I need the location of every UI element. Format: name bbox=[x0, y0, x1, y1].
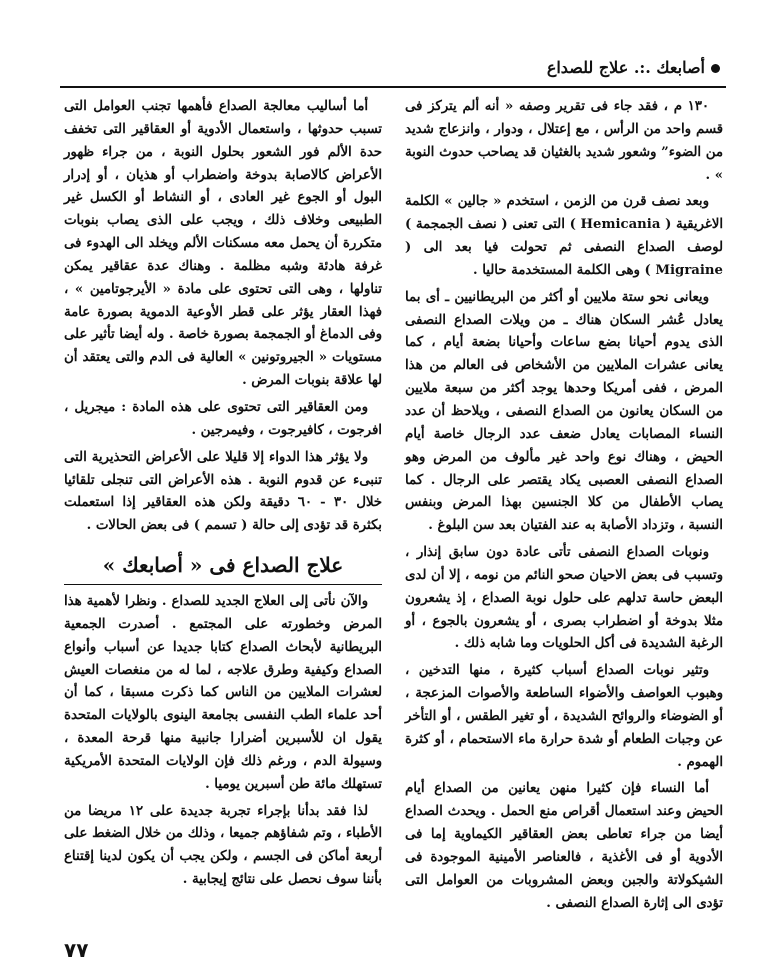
paragraph: وبعد نصف قرن من الزمن ، استخدم « جالين » الكلمة الاغريقية ( Hemicania ) التى تعنى ( نصف الجمجمة ) لوصف الصداع النصفى ثم تحولت فيا بعد الى ( Migraine ) وهى الكلمة المستخدمة حاليا . bbox=[405, 194, 723, 278]
running-header bbox=[60, 58, 720, 80]
paragraph: أما أساليب معالجة الصداع فأهمها تجنب العوامل التى تسبب حدوثها ، واستعمال الأدوية أو العقاقير التى تخفف حدة الألم فور الشعور بحلول النوبة ، من جراء ظهور الأعراض كالاصابة بدوخة واضطراب أو هذيان ، أو إدرار البول أو الجوع غير العادى ، أو النشاط أو الكسل غير الطبيعى وخلاف ذلك ، ويجب على الذى يصاب بنوبات متكررة أن يحمل معه مسكنات الألم ويخلد الى الهدوء فى غرفة هادئة وشبه مظلمة . وهناك عدة عقاقير يمكن تناولها ، وهى التى تحتوى على مادة « الأيرجوتامين » ، فهذا العقار يؤثر على قطر الأوعية الدموية بصورة عامة وفى الدماغ أو الجمجمة بصورة خاصة . وله أيضا تأثير على مستويات « الجيروتونين » العالية فى الدم والتى يعتقد أن لها علاقة بنوبات المرض . bbox=[64, 99, 382, 389]
paragraph: ومن العقاقير التى تحتوى على هذه المادة : ميجريل ، افرجوت ، كافيرجوت ، وفيمرجين . bbox=[64, 399, 382, 438]
paragraph: ويعانى نحو ستة ملايين أو أكثر من البريطانيين ـ أى بما يعادل عُشر السكان هناك ـ من ويلات الصداع النصفى الذى يدوم أحيانا بضع ساعات وأحيانا بضعة أيام ، كما يعانى عشرات الملايين من الأشخاص فى العالم من هذا المرض ، ففى أمريكا وحدها يوجد أكثر من سبعة ملايين من السكان يعانون من الصداع النصفى ، ويلاحظ أن عدد النساء المصابات يعادل ضعف عدد الرجال خاصة أيام الحيض ، وهناك نوع واحد غير مألوف من المرض وهو الصداع النصفى العصبى يكاد يقتصر على الرجال . كما يصاب الأطفال من كلا الجنسين بهذا المرض وبنفس النسبة ، وتزداد الأصابة به عند الفتيان بعد سن البلوغ . bbox=[405, 289, 723, 534]
paragraph: ولا يؤثر هذا الدواء إلا قليلا على الأعراض التحذيرية التى تنبىء عن قدوم النوبة . هذه الأعراض التى تنجلى تلقائيا خلال ٣٠ - ٦٠ دقيقة ولكن هذه العقاقير إذا استعملت بكثرة قد تؤدى إلى حالة ( تسمم ) فى بعض الحالات . bbox=[64, 449, 382, 534]
paragraph: والآن نأتى إلى العلاج الجديد للصداع . ونظرا لأهمية هذا المرض وخطورته على المجتمع . أصدرت الجمعية البريطانية لأبحاث الصداع كتابا جديدا عن أسباب وأنواع الصداع وكيفية وطرق علاجه ، لما له من منغصات العيش لعشرات الملايين من الناس كما ذكرت مسبقا ، كما أن أحد علماء الطب النفسى بجامعة الينوى بالولايات المتحدة يقول ان للأسبرين أضرارا جانبية منها قرحة المعدة ، وسيولة الدم ، ورغم ذلك فإن الولايات المتحدة الأمريكية تستهلك مائة طن أسبرين يوميا . bbox=[64, 594, 382, 792]
header-divider bbox=[60, 86, 726, 88]
left-text-column bbox=[64, 96, 382, 896]
page-number: ٧٧ bbox=[64, 938, 89, 962]
right-text-column bbox=[405, 96, 723, 920]
header-title-text: أصابعك .:. علاج للصداع bbox=[546, 58, 705, 77]
paragraph: لذا فقد بدأنا بإجراء تجربة جديدة على ١٢ مريضا من الأطباء ، وتم شفاؤهم جميعا ، وذلك من خلال الضغط على أربعة أماكن فى الجسم ، ولكن يجب أن يكون لدينا إقتناع بأننا سوف نحصل على نتائج إيجابية . bbox=[64, 803, 382, 888]
paragraph: أما النساء فإن كثيرا منهن يعانين من الصداع أيام الحيض وعند استعمال أقراص منع الحمل . ويحدث الصداع أيضا من جراء تعاطى بعض العقاقير الكيماوية إما فى الأدوية أو فى الأغذية ، فالعناصر الأمينية الموجودة فى الشيكولاتة والجبن وبعض المشروبات من العوامل التى تؤدى الى إثارة الصداع النصفى . bbox=[405, 781, 723, 911]
paragraph: ونوبات الصداع النصفى تأتى عادة دون سابق إنذار ، وتسبب فى بعض الاحيان صحو النائم من نومه ، إلا أن لدى البعض حاسة تدلهم على حلول نوبة الصداع ، إذ يشعرون مثلا بدوخة أو اضطراب بصرى ، أو يشعرون بالجوع ، أو الرغبة الشديدة فى أكل الحلويات وما شابه ذلك . bbox=[405, 545, 723, 652]
section-heading: علاج الصداع فى « أصابعك » bbox=[102, 553, 344, 578]
paragraph: ١٣٠ م ، فقد جاء فى تقرير وصفه « أنه ألم يتركز فى قسم واحد من الرأس ، مع إعتلال ، ودوار ، وانزعاج شديد من الضوء” وشعور شديد بالغثيان قد يصاحب حدوث النوبة » . bbox=[405, 99, 723, 183]
running-header-title bbox=[547, 58, 720, 77]
bullet-icon bbox=[711, 64, 720, 73]
paragraph: وتثير نوبات الصداع أسباب كثيرة ، منها التدخين ، وهبوب العواصف والأضواء الساطعة والأصوات المزعجة ، أو الضوضاء والروائح الشديدة ، أو تغير الطقس ، أو التأخر عن وجبات الطعام أو شدة حرارة ماء الاستحمام ، أو كثرة الهموم . bbox=[405, 663, 723, 770]
section-divider bbox=[64, 584, 382, 585]
